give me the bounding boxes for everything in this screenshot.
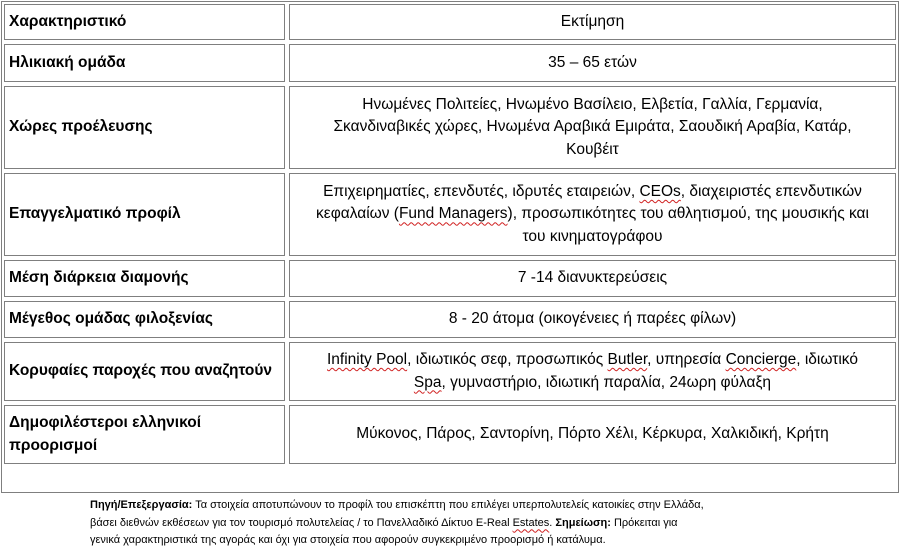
table-row: [4, 342, 896, 401]
value-text-flagged: Fund Managers: [398, 205, 508, 223]
value-text-flagged: Infinity Pool: [327, 351, 408, 368]
table-row: [4, 86, 896, 169]
row-label: Κορυφαίες παροχές που αναζητούν: [4, 342, 285, 401]
value-text: Μύκονος, Πάρος, Σαντορίνη, Πόρτο Χέλι, Κέρκυρα, Χαλκιδική, Κρήτη: [356, 425, 829, 443]
row-value: [289, 342, 896, 401]
source-label: Πηγή/Επεξεργασία:: [90, 499, 193, 511]
profile-table: [1, 1, 899, 493]
value-text-flagged: Butler: [607, 351, 648, 368]
value-text-flagged: Spa: [413, 373, 442, 391]
value-text: , ιδιωτικός σεφ, προσωπικός: [407, 351, 608, 368]
row-value: [289, 86, 896, 169]
header-characteristic: Χαρακτηριστικό: [4, 4, 285, 40]
note-text: Πρόκειται για: [610, 516, 678, 529]
row-label: Χώρες προέλευσης: [4, 86, 285, 169]
value-text: Ηνωμένες Πολιτείες, Ηνωμένο Βασίλειο, Ελβετία, Γαλλία, Γερμανία,: [362, 95, 823, 113]
value-text: κεφαλαίων (: [316, 205, 399, 223]
value-text: 7 -14 διανυκτερεύσεις: [517, 269, 668, 287]
note-text-flagged: Estates: [512, 516, 550, 529]
note-text: Τα στοιχεία αποτυπώνουν το προφίλ του επισκέπτη που επιλέγει υπερπολυτελείς κατοικίες στην Ελλάδα,: [192, 499, 704, 511]
value-text-flagged: CEOs: [639, 182, 681, 200]
table-row: [4, 260, 896, 297]
table-header-row: [4, 4, 896, 40]
table-row: [4, 173, 896, 256]
value-text: , ιδιωτικό: [796, 351, 858, 368]
table-row: [4, 301, 896, 338]
row-label: Δημοφιλέστεροι ελληνικοί προορισμοί: [4, 405, 285, 464]
row-value: [289, 260, 896, 297]
value-text-flagged: Concierge: [725, 351, 797, 368]
row-value: [289, 405, 896, 464]
remark-label: Σημείωση:: [555, 516, 611, 529]
header-estimate: Εκτίμηση: [289, 4, 896, 40]
row-value: [289, 173, 896, 256]
table-row: [4, 405, 896, 464]
value-text: ), προσωπικότητες του αθλητισμού, της μουσικής και: [507, 205, 869, 223]
value-text: , γυμναστήριο, ιδιωτική παραλία, 24ωρη φύλαξη: [441, 373, 772, 391]
note-text: .: [549, 516, 556, 529]
value-text: Σκανδιναβικές χώρες, Ηνωμένα Αραβικά Εμιράτα, Σαουδική Αραβία, Κατάρ,: [333, 118, 852, 136]
value-text: Κουβέιτ: [566, 140, 619, 158]
note-text: βάσει διεθνών εκθέσεων για τον τουρισμό πολυτελείας / το Πανελλαδικό Δίκτυο E-Real: [90, 516, 513, 529]
source-note: [90, 497, 810, 550]
value-text: 8 - 20 άτομα (οικογένειες ή παρέες φίλων): [448, 310, 737, 328]
row-value: [289, 44, 896, 82]
row-label: Επαγγελματικό προφίλ: [4, 173, 285, 256]
value-text: 35 – 65 ετών: [548, 53, 637, 71]
value-text: , υπηρεσία: [647, 351, 726, 368]
value-text: του κινηματογράφου: [522, 227, 663, 245]
value-text: , διαχειριστές επενδυτικών: [680, 182, 862, 200]
row-label: Ηλικιακή ομάδα: [4, 44, 285, 82]
row-label: Μέση διάρκεια διαμονής: [4, 260, 285, 297]
row-label: Μέγεθος ομάδας φιλοξενίας: [4, 301, 285, 338]
value-text: Επιχειρηματίες, επενδυτές, ιδρυτές εταιρειών,: [323, 182, 640, 200]
note-text: γενικά χαρακτηριστικά της αγοράς και όχι για στοιχεία που αφορούν συγκεκριμένο προορισμό ή κατάλυμα.: [90, 534, 606, 546]
row-value: [289, 301, 896, 338]
table-row: [4, 44, 896, 82]
